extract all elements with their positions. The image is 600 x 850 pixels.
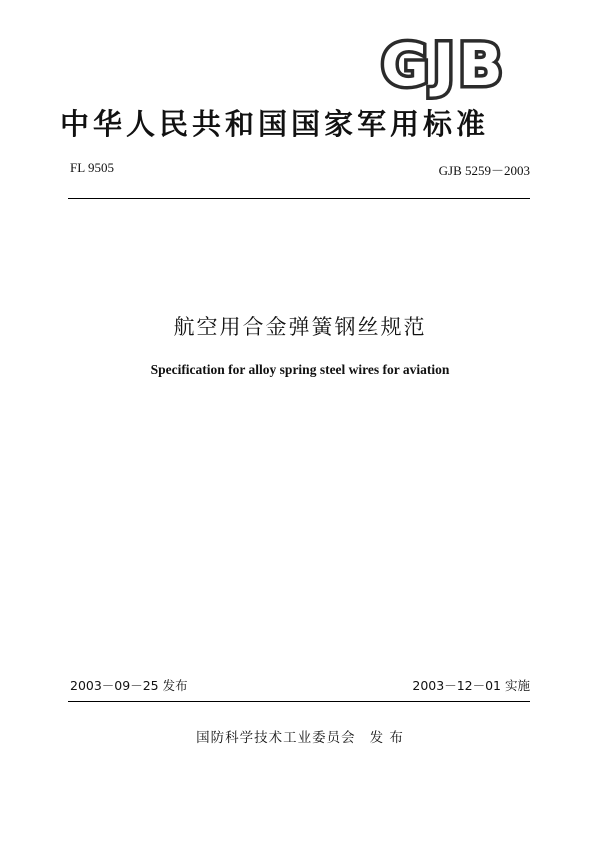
publisher-action: 发 布 xyxy=(369,730,404,746)
standard-title: 中华人民共和国国家军用标准 xyxy=(60,107,490,141)
footer-divider xyxy=(68,701,530,702)
date-row xyxy=(70,676,530,694)
document-title-en: Specification for alloy spring steel wires for aviation xyxy=(150,362,450,377)
standard-number: GJB 5259－2003 xyxy=(438,163,530,178)
effective-date: 2003－12－01 实施 xyxy=(412,678,530,693)
code-row xyxy=(70,160,530,179)
issue-date: 2003－09－25 发布 xyxy=(70,678,188,693)
publisher-name: 国防科学技术工业委员会 xyxy=(196,730,356,746)
gjb-logo-text: GJB xyxy=(381,31,507,99)
classification-code: FL 9505 xyxy=(70,160,114,175)
document-title-cn: 航空用合金弹簧钢丝规范 xyxy=(173,315,427,339)
header-divider xyxy=(68,198,530,199)
publisher-line xyxy=(0,726,600,746)
gjb-logo xyxy=(356,30,532,100)
